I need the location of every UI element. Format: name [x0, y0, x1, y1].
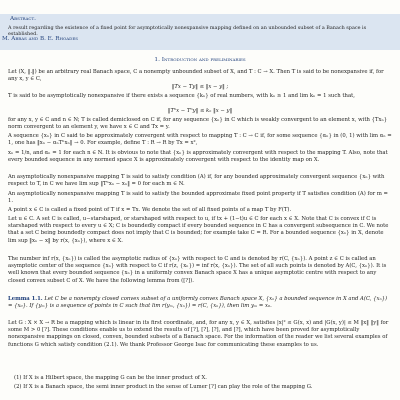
paragraph-asymptotic: T is said to be asymptotically nonexpansive if there exists a sequence {kₙ} of real numbers, with kₙ ≥ 1 and lim kₙ = 1 such that,: [8, 93, 355, 99]
paragraph-bounded-approx: An asymptotically nonexpansive mapping T is said to satisfy the bounded approximate fixed point property if T satisfies condition (A) for m = 1.: [8, 191, 388, 205]
list-item-banach: (2) If X is a Banach space, the semi inner product in the sense of Lumer [?] can play the role of the mapping G.: [14, 384, 313, 390]
abstract-title: Abstract.: [10, 16, 37, 22]
paragraph-mapping-g: Let G : X × X → R be a mapping which is linear in its first coordinate, and, for any x, y ∈ X, satisfies |x|² ≤ G(x, x) and |G(x, y)| ≤ M ‖x‖ ‖y‖ for some M > 0 [?]. These conditions enable us to extend the results of [?], [?], [?], and [?], which have been proved for asymptotically nonexpansive mappings on closed, convex, bounded subsets of a Banach space. For the information of the reader we list several examples of functions G which satisfy condition (2.1). We thank Professor George Isac for communicating these examples to us.: [8, 320, 389, 348]
paragraph-asymptotic-radius: The number inf r(x, {xₙ}) is called the asymptotic radius of {xₙ} with respect to C and is denoted by r(C, {xₙ}). A point z ∈ C is called an asymptotic center of the sequence {xₙ} with respect to C if r(z, {xₙ}) = inf r(x, {xₙ}). The set of all such points is denoted by A(C, {xₙ}). It is well known that every bounded sequence {xₙ} in a uniformly convex Banach space X has a unique asymptotic centre with respect to any closed convex subset C of X. We have the following lemma from ([?]).: [8, 256, 387, 284]
equation-asymptotic: ‖Tⁿx − Tⁿy‖ ≤ kₙ ‖x − y‖: [167, 108, 233, 114]
lemma-text: Let C be a nonempty closed convex subset of a uniformly convex Banach space X, {xₙ} a bounded sequence in X and A(C, {xₙ}) = {x₀}. If {yₘ} is a sequence of points in C such that lim r(yₘ, {xₙ}) = r(C, {xₙ}), then lim yₘ = x₀.: [8, 296, 388, 310]
paragraph-approx-convergent: A sequence {xₙ} in C said to be approximately convergent with respect to mapping T : C → C if, for some sequence {αₙ} in (0, 1) with lim αₙ = 1, one has ‖xₙ − αₙTⁿxₙ‖ → 0. For example, define T : R → R by Tx = x²,: [8, 133, 392, 147]
equation-nonexpansive: ‖Tx − Ty‖ ≤ ‖x − y‖ ;: [171, 84, 229, 90]
abstract-box: [0, 14, 400, 50]
abstract-text: A result regarding the existence of a fixed point for asymptotically nonexpansive mapping defined on an unbounded subset of a Banach space is established.: [8, 25, 367, 38]
paragraph-nonexpansive: Let (X, ‖.‖) be an arbitrary real Banach space, C a nonempty unbounded subset of X, and T : C → X. Then T is said to be nonexpansive if, for any x, y ∈ C,: [8, 69, 384, 83]
paragraph-condition-a: An asymptotically nonexpansive mapping T is said to satisfy condition (A) if, for any bounded approximately convergent sequence {xₙ} with respect to T, in C we have lim sup ‖Tⁿxₙ − xₙ‖ = 0 for each m ∈ N.: [8, 174, 385, 188]
paragraph-demiclosed: for any x, y ∈ C and n ∈ N; T is called demiclosed on C if, for any sequence {xₙ} in C which is weakly convergent to an element x, with {Txₙ} norm convergent to an element y, we have x ∈ C and Tx = y.: [8, 117, 388, 131]
section-title: 1. Introduction and preliminaries: [154, 57, 246, 63]
list-item-hilbert: (1) If X is a Hilbert space, the mapping G can be the inner product of X.: [14, 375, 207, 381]
lemma-label: Lemma 1.1.: [8, 296, 43, 302]
paragraph-starshaped: Let u ∈ C. A set C is called, u−starshaped, or starshaped with respect to u, if tx + (1−t)u ∈ C for each x ∈ X. Note that C is convex if C is starshaped with respect to every u ∈ X; C is boundedly compact if every bounded sequence in C has a convergent subsequence in C. We note that a set C being boundedly compact does not imply that C is bounded; for example take C = R. For a bounded sequence {xₙ} in X, denote lim sup ‖xₙ − x‖ by r(x, {xₙ}), where x ∈ X.: [8, 216, 389, 244]
paragraph-fixed-point: A point x ∈ C is called a fixed point of T if x = Tx. We denote the set of all fixed points of a map T by F(T).: [8, 207, 292, 213]
paragraph-example: xₙ = 1/n, and αₙ = 1 for each n ∈ N. It is obvious to note that {xₙ} is approximately convergent with respect to the mapping T. Also, note that every bounded sequence in any normed space X is approximately convergent with respect to the identity map on X.: [8, 150, 388, 164]
lemma-1-1: [8, 296, 393, 310]
authors-line: M. Abbas and B. E. Rhoades: [2, 36, 79, 42]
